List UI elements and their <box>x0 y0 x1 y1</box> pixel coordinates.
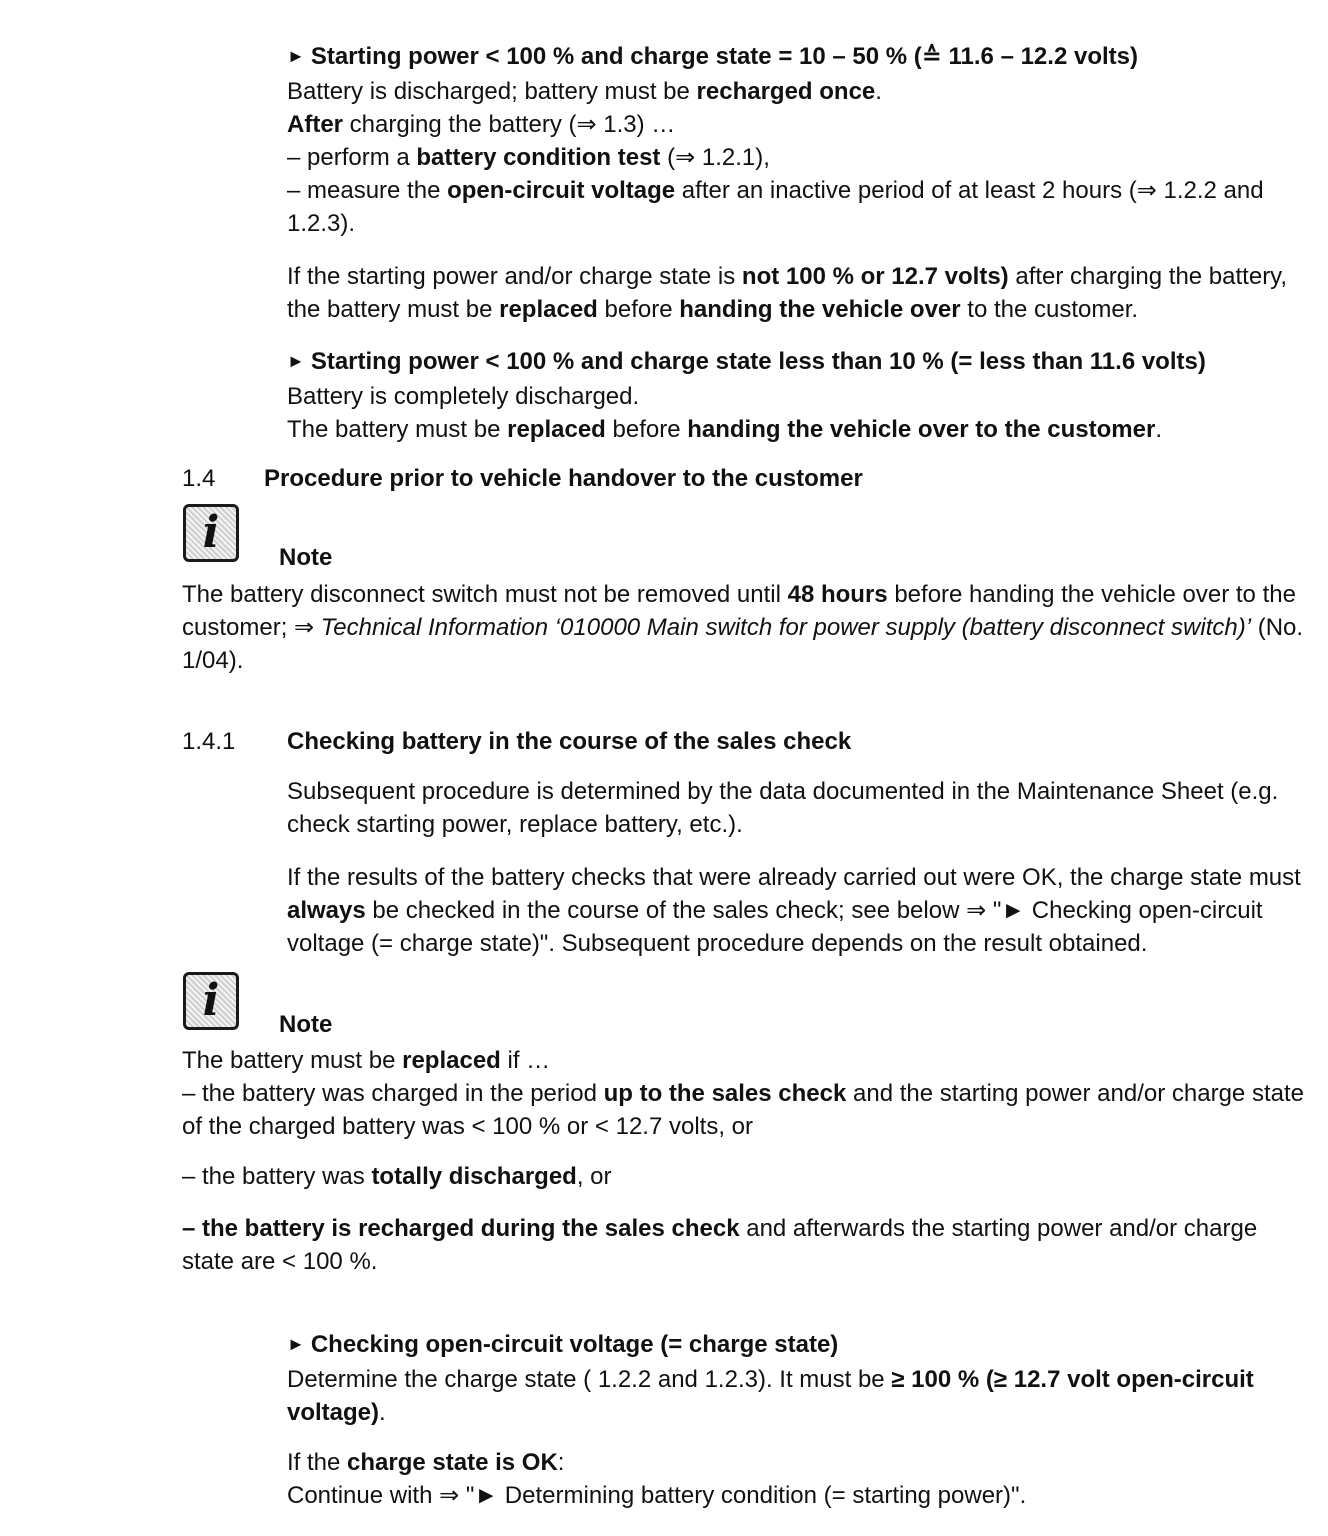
list-item: – perform a battery condition test (⇒ 1.2.1), <box>287 144 770 171</box>
note-1-text: The battery disconnect switch must not be removed until 48 hours before handing the vehicle over to the customer; ⇒ Technical Information ‘010000 Main switch for power supply (battery disconnect switch)’ (No. 1/04). <box>182 581 1304 674</box>
triangle-bullet-icon: ► <box>287 46 305 66</box>
list-item: – the battery was charged in the period up to the sales check and the starting power and/or charge state of the charged battery was < 100 % or < 12.7 volts, or <box>182 1080 1304 1140</box>
charge-state-below-10-block <box>287 345 1317 446</box>
section-number: 1.4.1 <box>182 728 236 755</box>
text-line: Battery is completely discharged. <box>287 383 640 410</box>
open-circuit-voltage-block: ► Checking open-circuit voltage (= charge state) Determine the charge state ( 1.2.2 and 1.2.3). It must be ≥ 100 % (≥ 12.7 volt open-circuit voltage). <box>287 1328 1317 1429</box>
list-item: – measure the open-circuit voltage after an inactive period of at least 2 hours (⇒ 1.2.2 and 1.2.3). <box>287 177 1264 237</box>
subheading-charge-below-10: ► Starting power < 100 % and charge state less than 10 % (= less than 11.6 volts) <box>287 345 1317 380</box>
triangle-bullet-icon: ► <box>287 1334 305 1354</box>
info-icon: i <box>183 972 239 1030</box>
text-line: After charging the battery (⇒ 1.3) … <box>287 111 676 138</box>
text-line: Battery is discharged; battery must be recharged once. <box>287 78 882 105</box>
note-2-text: The battery must be replaced if … – the battery was charged in the period up to the sales check and the starting power and/or charge state of the charged battery was < 100 % or < 12.7 volts, or <box>182 1044 1312 1143</box>
list-item: – the battery was totally discharged, or <box>182 1163 612 1190</box>
charge-state-ok-block: If the charge state is OK: Continue with ⇒ "► Determining battery condition (= starting power)". <box>287 1446 1317 1512</box>
info-icon: i <box>183 504 239 562</box>
text-line: The battery must be replaced before handing the vehicle over to the customer. <box>287 416 1162 443</box>
note-label: Note <box>279 544 333 571</box>
section-title: Procedure prior to vehicle handover to the customer <box>264 465 863 492</box>
subheading-open-circuit-voltage: ► Checking open-circuit voltage (= charge state) <box>287 1328 1317 1363</box>
note-2-item <box>182 1212 1312 1278</box>
maintenance-sheet-paragraph: Subsequent procedure is determined by the data documented in the Maintenance Sheet (e.g. check starting power, replace battery, etc.). <box>287 778 1279 838</box>
sales-check-paragraph: If the results of the battery checks that were already carried out were OK, the charge state must always be checked in the course of the sales check; see below ⇒ "► Checking open-circuit voltage (= charge state)". Subsequent procedure depends on the result obtained. <box>287 864 1301 957</box>
note-label: Note <box>279 1011 333 1038</box>
charge-state-10-50-block <box>287 40 1317 240</box>
note-2-item <box>182 1160 1312 1193</box>
technical-information-reference: ⇒ Technical Information ‘010000 Main switch for power supply (battery disconnect switch)’ <box>294 614 1252 641</box>
replacement-paragraph: If the starting power and/or charge state is not 100 % or 12.7 volts) after charging the battery, the battery must be replaced before handing the vehicle over to the customer. <box>287 263 1288 323</box>
subheading-charge-10-50: ► Starting power < 100 % and charge state = 10 – 50 % (≙ 11.6 – 12.2 volts) <box>287 40 1317 75</box>
list-item: – the battery is recharged during the sales check and afterwards the starting power and/or charge state are < 100 %. <box>182 1215 1258 1275</box>
triangle-bullet-icon: ► <box>287 351 305 371</box>
continue-instruction: Continue with ⇒ "► Determining battery condition (= starting power)". <box>287 1482 1027 1509</box>
section-title: Checking battery in the course of the sales check <box>287 728 852 755</box>
section-number: 1.4 <box>182 465 216 492</box>
